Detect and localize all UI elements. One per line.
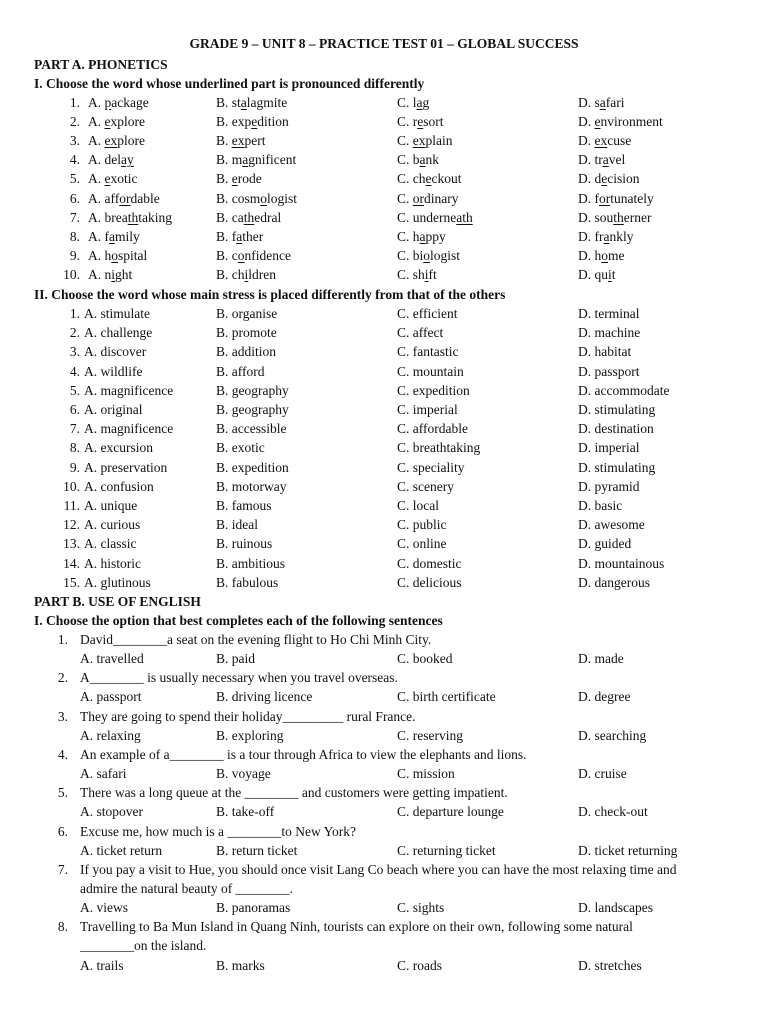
option-c: C. returning ticket bbox=[397, 842, 496, 858]
option-d: D. quit bbox=[578, 266, 616, 282]
option-c: C. mountain bbox=[397, 363, 464, 379]
option-c: C. delicious bbox=[397, 574, 462, 590]
question-number: 3. bbox=[57, 708, 68, 724]
option-d: D. decision bbox=[578, 171, 640, 187]
underlined-part: a bbox=[602, 152, 609, 168]
section-a1-heading: I. Choose the word whose underlined part is pronounced differently bbox=[34, 76, 425, 91]
option-d: D. landscapes bbox=[578, 900, 653, 916]
option-b: B. famous bbox=[216, 498, 272, 513]
underlined-part: th bbox=[243, 209, 255, 225]
option-b: B. return ticket bbox=[216, 842, 298, 858]
underlined-part: o bbox=[237, 247, 245, 263]
option-a: A. family bbox=[88, 228, 140, 244]
option-a: A. explore bbox=[88, 114, 145, 130]
option-d: D. check-out bbox=[578, 804, 648, 820]
item-number: 11. bbox=[63, 498, 80, 513]
underlined-part: a bbox=[599, 95, 606, 110]
option-a: A. exotic bbox=[88, 171, 138, 187]
option-d: D. mountainous bbox=[578, 555, 665, 571]
underlined-part: o bbox=[601, 247, 608, 263]
option-a: A. travelled bbox=[80, 651, 144, 667]
underlined-part: e bbox=[417, 114, 424, 130]
option-b: B. erode bbox=[216, 171, 262, 187]
option-d: D. basic bbox=[578, 498, 623, 513]
item-number: 12. bbox=[63, 517, 80, 533]
option-a: A. delay bbox=[88, 152, 134, 168]
option-a: A. excursion bbox=[84, 440, 153, 456]
underlined-part: o bbox=[423, 247, 431, 263]
option-b: B. exploring bbox=[216, 727, 284, 743]
option-c: C. speciality bbox=[397, 459, 465, 475]
underlined-part: a bbox=[109, 228, 115, 244]
option-a: A. safari bbox=[80, 766, 127, 782]
underlined-part: or bbox=[412, 190, 425, 206]
option-b: B. expedition bbox=[216, 459, 289, 475]
underlined-part: e bbox=[104, 171, 111, 187]
option-d: D. awesome bbox=[578, 517, 645, 533]
option-a: A. views bbox=[80, 900, 128, 916]
underlined-part: or bbox=[599, 190, 611, 206]
underlined-part: e bbox=[594, 114, 601, 130]
option-c: C. bank bbox=[397, 152, 440, 168]
option-b: B. geography bbox=[216, 402, 289, 417]
option-c: C. birth certificate bbox=[397, 689, 496, 705]
option-b: B. father bbox=[216, 228, 264, 244]
option-c: C. public bbox=[397, 517, 447, 533]
underlined-part: e bbox=[251, 114, 258, 130]
option-b: B. accessible bbox=[216, 421, 287, 437]
option-b: B. afford bbox=[216, 363, 265, 379]
option-c: C. breathtaking bbox=[397, 440, 481, 456]
option-a: A. preservation bbox=[84, 459, 168, 475]
underlined-part: i bbox=[424, 266, 429, 282]
item-number: 4. bbox=[69, 152, 80, 168]
item-number: 3. bbox=[69, 344, 80, 360]
option-d: D. searching bbox=[578, 727, 647, 743]
option-b: B. take-off bbox=[216, 804, 275, 820]
option-a: A. discover bbox=[84, 344, 147, 360]
option-b: B. magnificent bbox=[216, 152, 297, 168]
option-b: B. panoramas bbox=[216, 900, 291, 916]
option-d: D. guided bbox=[578, 536, 632, 552]
option-c: C. expedition bbox=[397, 382, 470, 398]
option-a: A. affordable bbox=[88, 190, 160, 206]
option-b: B. cosmologist bbox=[216, 190, 298, 206]
underlined-part: ex bbox=[594, 133, 608, 149]
option-a: A. ticket return bbox=[80, 842, 163, 858]
option-b: B. cathedral bbox=[216, 209, 282, 225]
option-d: D. machine bbox=[578, 325, 641, 341]
question-text: A________ is usually necessary when you travel overseas. bbox=[80, 670, 398, 686]
underlined-part: i bbox=[111, 266, 116, 282]
item-number: 6. bbox=[69, 190, 80, 206]
option-c: C. explain bbox=[397, 133, 453, 149]
question-text: Travelling to Ba Mun Island in Quang Ninh, tourists can explore on their own, following some natural bbox=[80, 919, 633, 935]
option-a: A. explore bbox=[88, 133, 145, 149]
option-a: A. passport bbox=[80, 689, 142, 705]
option-c: C. imperial bbox=[397, 402, 458, 417]
option-b: B. driving licence bbox=[216, 689, 313, 705]
item-number: 4. bbox=[69, 363, 80, 379]
question-number: 8. bbox=[57, 919, 68, 935]
underlined-part: a bbox=[419, 152, 426, 168]
underlined-part: e bbox=[601, 171, 608, 187]
option-b: B. exotic bbox=[216, 440, 265, 456]
option-b: B. ambitious bbox=[216, 555, 286, 571]
option-d: D. terminal bbox=[578, 306, 640, 321]
question-number: 7. bbox=[57, 861, 68, 877]
question-number: 1. bbox=[57, 632, 68, 647]
option-b: B. promote bbox=[216, 325, 277, 341]
option-a: A. classic bbox=[84, 536, 137, 552]
item-number: 10. bbox=[63, 266, 80, 282]
underlined-part: a bbox=[603, 228, 610, 244]
item-number: 14. bbox=[63, 555, 80, 571]
option-b: B. geography bbox=[216, 382, 289, 398]
option-d: D. destination bbox=[578, 421, 654, 437]
underlined-part: ex bbox=[412, 133, 426, 149]
item-number: 1. bbox=[69, 306, 80, 321]
option-a: A. breathtaking bbox=[88, 209, 172, 225]
option-a: A. package bbox=[88, 95, 149, 110]
option-a: A. unique bbox=[84, 498, 138, 513]
underlined-part: a bbox=[416, 95, 423, 110]
underlined-part: ex bbox=[104, 133, 118, 149]
option-d: D. environment bbox=[578, 114, 663, 130]
underlined-part: e bbox=[104, 114, 111, 130]
option-d: D. frankly bbox=[578, 228, 634, 244]
option-b: B. motorway bbox=[216, 478, 287, 494]
underlined-part: th bbox=[613, 209, 624, 225]
item-number: 1. bbox=[69, 95, 80, 110]
underlined-part: e bbox=[425, 171, 432, 187]
item-number: 10. bbox=[63, 478, 80, 494]
option-b: B. expert bbox=[216, 133, 266, 149]
option-c: C. resort bbox=[397, 114, 444, 130]
option-a: A. challenge bbox=[84, 325, 153, 341]
option-d: D. home bbox=[578, 247, 625, 263]
underlined-part: or bbox=[119, 190, 131, 206]
option-b: B. addition bbox=[216, 344, 276, 360]
option-a: A. curious bbox=[84, 517, 141, 533]
option-a: A. trails bbox=[80, 957, 124, 973]
option-d: D. cruise bbox=[578, 766, 627, 782]
option-b: B. ruinous bbox=[216, 536, 273, 552]
underlined-part: ex bbox=[231, 133, 245, 149]
option-c: C. shift bbox=[397, 266, 437, 282]
option-d: D. stimulating bbox=[578, 459, 656, 475]
question-text: There was a long queue at the ________ and customers were getting impatient. bbox=[80, 785, 508, 801]
question-number: 4. bbox=[57, 746, 68, 762]
option-a: A. wildlife bbox=[84, 363, 143, 379]
option-c: C. lag bbox=[397, 95, 430, 110]
question-text: admire the natural beauty of ________. bbox=[80, 880, 293, 896]
item-number: 2. bbox=[69, 114, 80, 130]
option-d: D. excuse bbox=[578, 133, 632, 149]
question-text: They are going to spend their holiday_________ rural France. bbox=[80, 708, 416, 724]
option-c: C. sights bbox=[397, 900, 445, 916]
option-d: D. made bbox=[578, 651, 624, 667]
option-c: C. departure lounge bbox=[397, 804, 504, 820]
option-b: B. children bbox=[216, 266, 277, 282]
part-a-heading: PART A. PHONETICS bbox=[34, 57, 168, 72]
option-a: A. relaxing bbox=[80, 727, 141, 743]
item-number: 9. bbox=[69, 459, 80, 475]
underlined-part: th bbox=[127, 209, 139, 225]
option-c: C. efficient bbox=[397, 306, 458, 321]
question-number: 2. bbox=[57, 670, 68, 686]
item-number: 3. bbox=[69, 133, 80, 149]
option-d: D. passport bbox=[578, 363, 640, 379]
section-b1-heading: I. Choose the option that best completes each of the following sentences bbox=[34, 613, 443, 628]
option-a: A. confusion bbox=[84, 478, 154, 494]
option-a: A. original bbox=[84, 402, 143, 417]
item-number: 2. bbox=[69, 325, 80, 341]
option-d: D. safari bbox=[578, 95, 625, 110]
option-d: D. ticket returning bbox=[578, 842, 678, 858]
question-text: David________a seat on the evening flight to Ho Chi Minh City. bbox=[80, 632, 432, 647]
option-c: C. reserving bbox=[397, 727, 463, 743]
option-d: D. southerner bbox=[578, 209, 652, 225]
option-b: B. voyage bbox=[216, 766, 271, 782]
underlined-part: a bbox=[419, 228, 426, 244]
option-c: C. mission bbox=[397, 766, 455, 782]
option-d: D. travel bbox=[578, 152, 626, 168]
option-c: C. ordinary bbox=[397, 190, 459, 206]
option-a: A. night bbox=[88, 266, 133, 282]
part-b-heading: PART B. USE OF ENGLISH bbox=[34, 594, 201, 609]
underlined-part: a bbox=[240, 95, 247, 110]
option-c: C. affect bbox=[397, 325, 444, 341]
option-a: A. stimulate bbox=[84, 306, 150, 321]
item-number: 9. bbox=[69, 247, 80, 263]
underlined-part: p bbox=[104, 95, 112, 110]
option-a: A. magnificence bbox=[84, 421, 174, 437]
option-d: D. stimulating bbox=[578, 402, 656, 417]
question-text: An example of a________ is a tour through Africa to view the elephants and lions. bbox=[80, 746, 527, 762]
question-text: Excuse me, how much is a ________to New York? bbox=[80, 823, 356, 839]
option-c: C. scenery bbox=[397, 478, 454, 494]
option-c: C. roads bbox=[397, 957, 442, 973]
underlined-part: o bbox=[111, 247, 118, 263]
underlined-part: ath bbox=[456, 209, 473, 225]
option-c: C. happy bbox=[397, 228, 446, 244]
option-a: A. historic bbox=[84, 555, 141, 571]
option-a: A. magnificence bbox=[84, 382, 174, 398]
option-b: B. fabulous bbox=[216, 574, 279, 590]
option-d: D. degree bbox=[578, 689, 631, 705]
option-d: D. imperial bbox=[578, 440, 640, 456]
underlined-part: ay bbox=[121, 152, 134, 168]
item-number: 8. bbox=[69, 440, 80, 456]
item-number: 7. bbox=[69, 209, 80, 225]
section-a2-heading: II. Choose the word whose main stress is placed differently from that of the others bbox=[34, 287, 506, 302]
option-b: B. marks bbox=[216, 957, 265, 973]
question-text: ________on the island. bbox=[80, 938, 207, 954]
option-a: A. hospital bbox=[88, 247, 148, 263]
option-c: C. fantastic bbox=[397, 344, 459, 360]
option-b: B. expedition bbox=[216, 114, 289, 130]
option-d: D. dangerous bbox=[578, 574, 650, 590]
item-number: 5. bbox=[69, 171, 80, 187]
option-b: B. ideal bbox=[216, 517, 258, 533]
item-number: 8. bbox=[69, 228, 80, 244]
option-b: B. paid bbox=[216, 651, 255, 667]
option-c: C. domestic bbox=[397, 555, 462, 571]
underlined-part: o bbox=[260, 190, 268, 206]
item-number: 7. bbox=[69, 421, 80, 437]
question-number: 5. bbox=[57, 785, 68, 801]
option-d: D. accommodate bbox=[578, 382, 670, 398]
option-c: C. biologist bbox=[397, 247, 461, 263]
option-c: C. local bbox=[397, 498, 439, 513]
option-b: B. confidence bbox=[216, 247, 291, 263]
option-d: D. stretches bbox=[578, 957, 642, 973]
item-number: 5. bbox=[69, 382, 80, 398]
option-d: D. habitat bbox=[578, 344, 632, 360]
item-number: 15. bbox=[63, 574, 80, 590]
item-number: 13. bbox=[63, 536, 80, 552]
underlined-part: e bbox=[231, 171, 238, 187]
underlined-part: i bbox=[608, 266, 612, 282]
option-d: D. fortunately bbox=[578, 190, 654, 206]
option-c: C. online bbox=[397, 536, 447, 552]
option-b: B. stalagmite bbox=[216, 95, 288, 110]
option-c: C. affordable bbox=[397, 421, 468, 437]
option-c: C. checkout bbox=[397, 171, 462, 187]
option-a: A. glutinous bbox=[84, 574, 151, 590]
underlined-part: i bbox=[244, 266, 249, 282]
page-title: GRADE 9 – UNIT 8 – PRACTICE TEST 01 – GLOBAL SUCCESS bbox=[189, 36, 579, 51]
option-c: C. underneath bbox=[397, 209, 473, 225]
question-text: If you pay a visit to Hue, you should once visit Lang Co beach where you can have the most relaxing time and bbox=[80, 861, 677, 877]
option-b: B. organise bbox=[216, 306, 278, 321]
underlined-part: a bbox=[242, 152, 249, 168]
option-a: A. stopover bbox=[80, 804, 143, 820]
option-d: D. pyramid bbox=[578, 478, 640, 494]
question-number: 6. bbox=[57, 823, 68, 839]
underlined-part: a bbox=[236, 228, 243, 244]
item-number: 6. bbox=[69, 402, 80, 417]
option-c: C. booked bbox=[397, 651, 453, 667]
